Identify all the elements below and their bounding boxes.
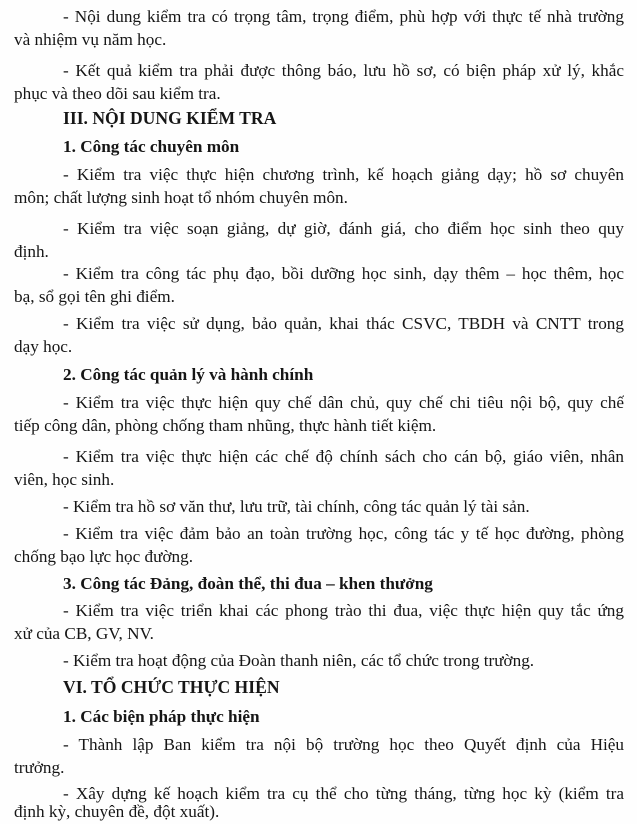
paragraph-line: định. xyxy=(14,242,49,261)
paragraph-line: - Kiểm tra hoạt động của Đoàn thanh niên, các tổ chức trong trường. xyxy=(63,651,535,670)
subsection-heading-3: 3. Công tác Đảng, đoàn thể, thi đua – khen thưởng xyxy=(63,574,433,593)
paragraph-line: viên, học sinh. xyxy=(14,470,115,489)
paragraph-line: xử của CB, GV, NV. xyxy=(14,624,154,643)
paragraph-line: - Kiểm tra hồ sơ văn thư, lưu trữ, tài chính, công tác quản lý tài sản. xyxy=(63,497,530,516)
paragraph-line: - Kết quả kiểm tra phải được thông báo, lưu hồ sơ, có biện pháp xử lý, khắc xyxy=(63,61,624,80)
section-heading-3: III. NỘI DUNG KIỂM TRA xyxy=(63,108,277,128)
paragraph-line: - Kiểm tra việc sử dụng, bảo quản, khai thác CSVC, TBDH và CNTT trong xyxy=(63,314,624,333)
paragraph-line: - Kiểm tra việc thực hiện chương trình, kế hoạch giảng dạy; hồ sơ chuyên xyxy=(63,165,624,184)
paragraph-line: - Kiểm tra việc đảm bảo an toàn trường học, công tác y tế học đường, phòng xyxy=(63,524,624,543)
paragraph-line: tiếp công dân, phòng chống tham nhũng, thực hành tiết kiệm. xyxy=(14,416,437,435)
paragraph-line: - Nội dung kiểm tra có trọng tâm, trọng điểm, phù hợp với thực tế nhà trường xyxy=(63,7,624,26)
paragraph-line: - Kiểm tra công tác phụ đạo, bồi dưỡng học sinh, dạy thêm – học thêm, học xyxy=(63,264,624,283)
paragraph-line: và nhiệm vụ năm học. xyxy=(14,30,167,49)
paragraph-line: bạ, sổ gọi tên ghi điểm. xyxy=(14,287,175,306)
subsection-heading-6-1: 1. Các biện pháp thực hiện xyxy=(63,707,260,726)
paragraph-line: - Kiểm tra việc soạn giảng, dự giờ, đánh giá, cho điểm học sinh theo quy xyxy=(63,219,624,238)
paragraph-line: - Kiểm tra việc thực hiện quy chế dân chủ, quy chế chi tiêu nội bộ, quy chế xyxy=(63,393,624,412)
subsection-heading-2: 2. Công tác quản lý và hành chính xyxy=(63,365,314,384)
subsection-heading-1: 1. Công tác chuyên môn xyxy=(63,137,240,156)
paragraph-line: định kỳ, chuyên đề, đột xuất). xyxy=(14,802,220,821)
paragraph-line: phục và theo dõi sau kiểm tra. xyxy=(14,84,221,103)
paragraph-line: môn; chất lượng sinh hoạt tổ nhóm chuyên môn. xyxy=(14,188,348,207)
paragraph-line: - Xây dựng kế hoạch kiểm tra cụ thể cho từng tháng, từng học kỳ (kiểm tra xyxy=(63,784,624,803)
paragraph-line: - Kiểm tra việc triển khai các phong trào thi đua, việc thực hiện quy tắc ứng xyxy=(63,601,624,620)
paragraph-line: trưởng. xyxy=(14,758,65,777)
paragraph-line: chống bạo lực học đường. xyxy=(14,547,194,566)
paragraph-line: dạy học. xyxy=(14,337,73,356)
paragraph-line: - Thành lập Ban kiểm tra nội bộ trường học theo Quyết định của Hiệu xyxy=(63,735,624,754)
paragraph-line: - Kiểm tra việc thực hiện các chế độ chính sách cho cán bộ, giáo viên, nhân xyxy=(63,447,624,466)
section-heading-6: VI. TỔ CHỨC THỰC HIỆN xyxy=(63,677,280,697)
